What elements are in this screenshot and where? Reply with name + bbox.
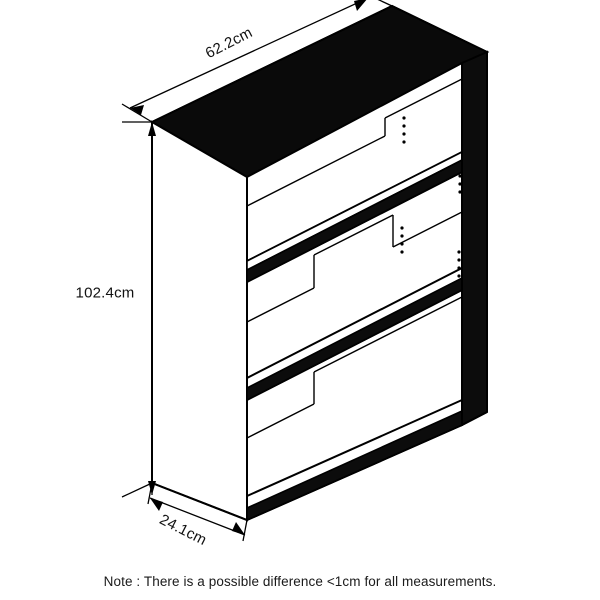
width-extension-right <box>362 0 392 6</box>
depth-dimension-label: 24.1cm <box>156 510 210 550</box>
width-arrow-end <box>354 0 368 11</box>
height-extension-bottom <box>122 483 152 497</box>
measurement-note: Note : There is a possible difference <1cm for all measurements. <box>103 574 497 589</box>
height-dimension-label: 102.4cm <box>75 284 135 302</box>
cabinet-body <box>152 6 487 520</box>
left-side-panel <box>152 122 247 520</box>
depth-extension-right <box>243 520 247 541</box>
width-dimension-label: 62.2cm <box>202 23 256 63</box>
right-side-panel <box>462 52 487 425</box>
